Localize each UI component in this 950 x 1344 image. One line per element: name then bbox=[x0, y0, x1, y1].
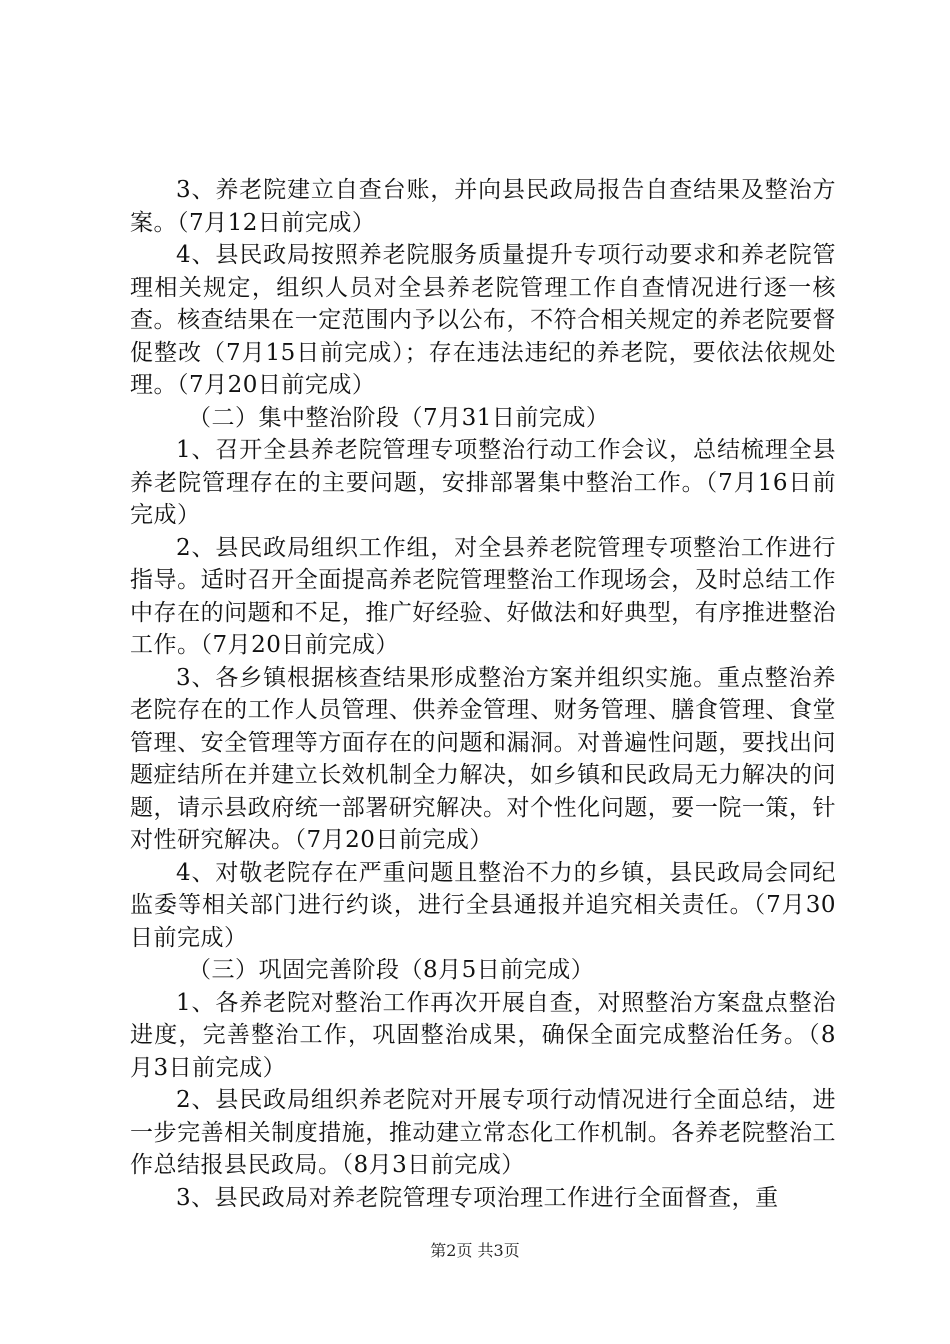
page-number-label: 第2页 共3页 bbox=[430, 1241, 520, 1260]
page-footer bbox=[0, 1241, 950, 1261]
paragraph-item-1-self-check: 1、各养老院对整治工作再次开展自查，对照整治方案盘点整治进度，完善整治工作，巩固整治成果，确保全面完成整治任务。（8月3日前完成） bbox=[130, 989, 836, 1081]
paragraph-item-4-interview: 4、对敬老院存在严重问题且整治不力的乡镇，县民政局会同纪监委等相关部门进行约谈，进行全县通报并追究相关责任。（7月30日前完成） bbox=[130, 859, 836, 951]
paragraph-item-4-verification: 4、县民政局按照养老院服务质量提升专项行动要求和养老院管理相关规定，组织人员对全县养老院管理工作自查情况进行逐一核查。核查结果在一定范围内予以公布，不符合相关规定的养老院要督促整改（7月15日前完成）；存在违法违纪的养老院，要依法依规处理。（7月20日前完成） bbox=[130, 242, 836, 398]
paragraph-item-3-rectification-plan: 3、各乡镇根据核查结果形成整治方案并组织实施。重点整治养老院存在的工作人员管理、供养金管理、财务管理、膳食管理、食堂管理、安全管理等方面存在的问题和漏洞。对普遍性问题，要找出问题症结所在并建立长效机制全力解决，如乡镇和民政局无力解决的问题，请示县政府统一部署研究解决。对个性化问题，要一院一策，针对性研究解决。（7月20日前完成） bbox=[130, 664, 836, 853]
paragraph-item-3-ledger: 3、养老院建立自查台账，并向县民政局报告自查结果及整治方案。（7月12日前完成） bbox=[130, 177, 836, 236]
section-heading-centralized-rectification: （二）集中整治阶段（7月31日前完成） bbox=[188, 404, 610, 431]
document-body bbox=[130, 174, 836, 1214]
paragraph-item-2-work-group: 2、县民政局组织工作组，对全县养老院管理专项整治工作进行指导。适时召开全面提高养老院管理整治工作现场会，及时总结工作中存在的问题和不足，推广好经验、好做法和好典型，有序推进整治工作。（7月20日前完成） bbox=[130, 534, 836, 658]
paragraph-item-2-summary: 2、县民政局组织养老院对开展专项行动情况进行全面总结，进一步完善相关制度措施，推动建立常态化工作机制。各养老院整治工作总结报县民政局。（8月3日前完成） bbox=[130, 1087, 836, 1178]
section-heading-consolidation: （三）巩固完善阶段（8月5日前完成） bbox=[188, 957, 595, 983]
paragraph-item-1-meeting: 1、召开全县养老院管理专项整治行动工作会议，总结梳理全县养老院管理存在的主要问题，安排部署集中整治工作。（7月16日前完成） bbox=[130, 437, 836, 528]
paragraph-item-3-inspection: 3、县民政局对养老院管理专项治理工作进行全面督查，重 bbox=[176, 1184, 779, 1211]
